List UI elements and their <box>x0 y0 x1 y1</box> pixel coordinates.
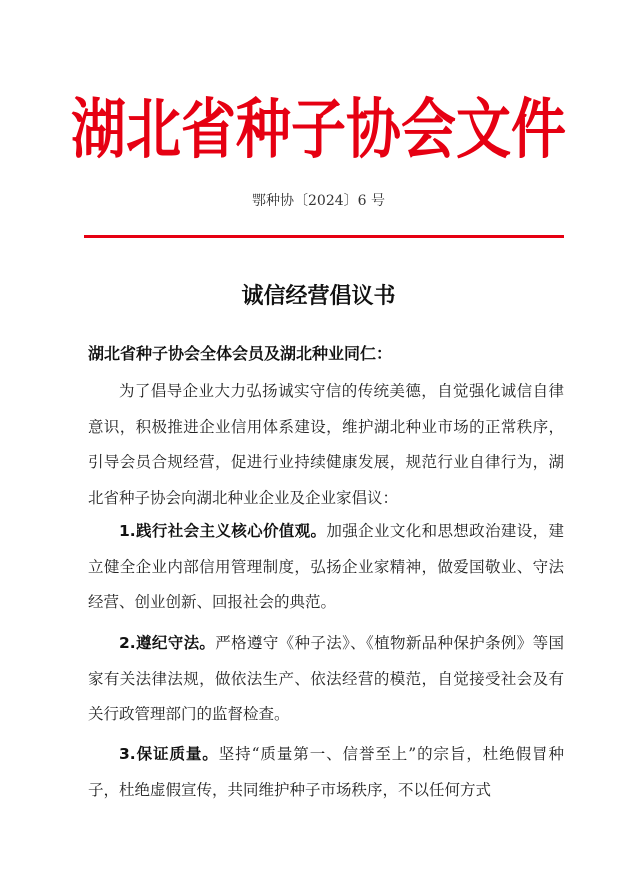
document-number: 鄂种协〔2024〕6 号 <box>252 193 385 209</box>
red-divider-line <box>84 235 564 238</box>
item-lead-1: 1.践行社会主义核心价值观。 <box>119 522 327 540</box>
item-lead-3: 3.保证质量。 <box>119 745 219 763</box>
item-text-3: 坚持“质量第一、信誉至上”的宗旨，杜绝假冒种子，杜绝虚假宣传，共同维护种子市场秩序，不以任何方式 <box>88 745 564 799</box>
salutation: 湖北省种子协会全体会员及湖北种业同仁： <box>88 344 393 363</box>
document-title: 诚信经营倡议书 <box>241 284 396 309</box>
item-lead-2: 2.遵纪守法。 <box>119 634 216 652</box>
item-paragraph-3 <box>88 737 564 808</box>
item-text-1: 加强企业文化和思想政治建设，建立健全企业内部信用管理制度，弘扬企业家精神，做爱国敬业、守法经营、创业创新、回报社会的典范。 <box>88 522 564 611</box>
item-text-2: 严格遵守《种子法》、《植物新品种保护条例》等国家有关法律法规，做依法生产、依法经营的模范，自觉接受社会及有关行政管理部门的监督检查。 <box>88 634 564 723</box>
item-paragraph-2 <box>88 626 564 733</box>
org-header-title: 湖北省种子协会文件 <box>70 91 566 167</box>
intro-paragraph: 为了倡导企业大力弘扬诚实守信的传统美德，自觉强化诚信自律意识，积极推进企业信用体系建设，维护湖北种业市场的正常秩序，引导会员合规经营，促进行业持续健康发展，规范行业自律行为，湖北省种子协会向湖北种业企业及企业家倡议： <box>88 382 564 507</box>
item-paragraph-1 <box>88 514 564 621</box>
